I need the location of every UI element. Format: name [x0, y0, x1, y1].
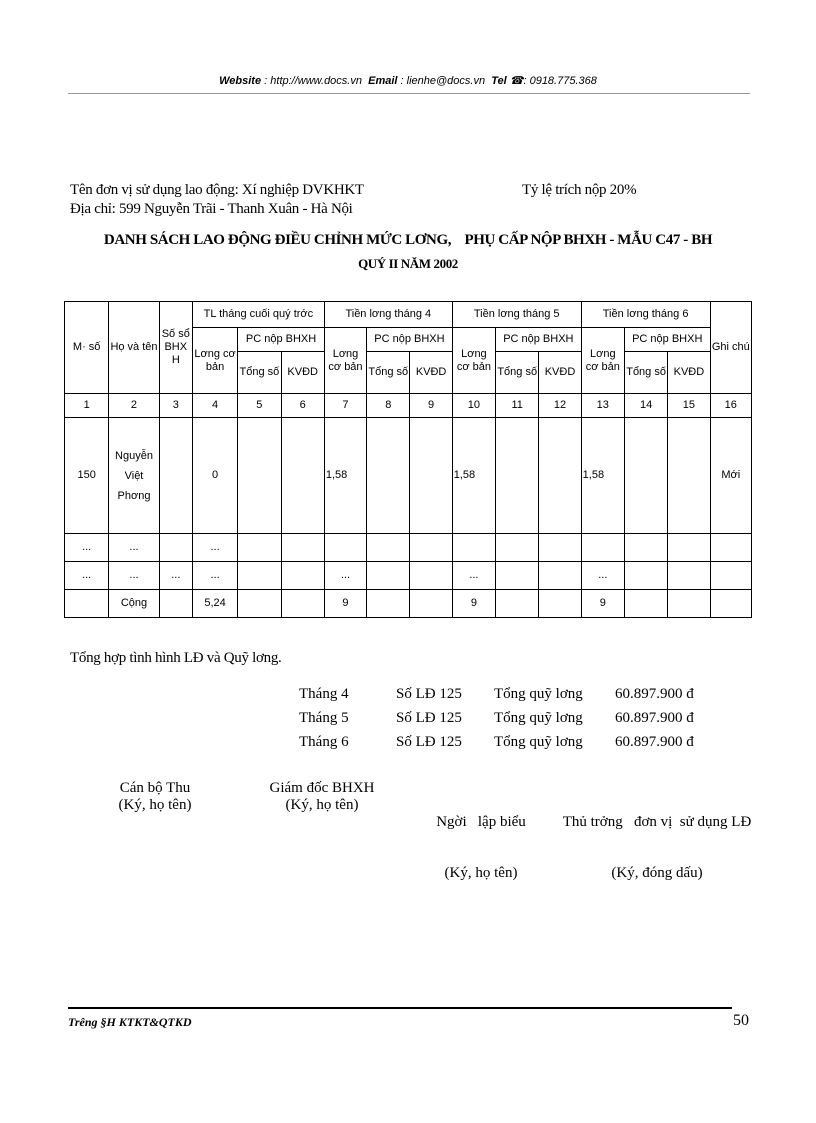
cell: 1,58 [452, 418, 495, 534]
col-num: 10 [452, 394, 495, 418]
cell [410, 534, 452, 562]
cell [367, 590, 410, 618]
col-num: 15 [668, 394, 710, 418]
cell [238, 534, 281, 562]
col-num: 6 [281, 394, 324, 418]
cell [710, 590, 751, 618]
signature-note: (Ký, đóng dấu) [611, 865, 703, 881]
header-kvdd: KVĐD [668, 352, 710, 394]
col-num: 12 [539, 394, 581, 418]
summary-label: Tổng quỹ lơng [494, 710, 583, 726]
cell: ... [452, 562, 495, 590]
cell: ... [109, 534, 159, 562]
header-tong: Tổng số [624, 352, 667, 394]
cell [539, 418, 581, 534]
summary-month: Tháng 4 [299, 686, 349, 702]
header-luong: Lơng cơ bản [324, 328, 366, 394]
col-num: 2 [109, 394, 159, 418]
summary-title: Tổng hợp tình hình LĐ và Quỹ lơng. [70, 650, 282, 666]
col-num: 9 [410, 394, 452, 418]
tel-label: Tel [491, 75, 507, 87]
unit-name: Tên đơn vị sử dụng lao động: Xí nghiệp DVKHKT [70, 182, 364, 198]
cell: 1,58 [581, 418, 624, 534]
total-row [65, 590, 752, 618]
col-num: 8 [367, 394, 410, 418]
header-kvdd: KVĐD [410, 352, 452, 394]
signature-role: Thủ trởng đơn vị sử dụng LĐ [562, 814, 752, 830]
header-luong: Lơng cơ bản [452, 328, 495, 394]
cell [668, 534, 710, 562]
header-pc: PC nộp BHXH [496, 328, 582, 352]
cell [367, 562, 410, 590]
footer-school: Trêng §H KTKT&QTKD [68, 1015, 192, 1029]
cell: 150 [65, 418, 109, 534]
cell: 5,24 [192, 590, 237, 618]
cell [452, 534, 495, 562]
col-num: 5 [238, 394, 281, 418]
summary-amount: 60.897.900 đ [615, 710, 694, 726]
cell [159, 590, 192, 618]
summary-count: Số LĐ 125 [396, 734, 462, 750]
cell: ... [192, 562, 237, 590]
header-kvdd: KVĐD [281, 352, 324, 394]
cell: 0 [192, 418, 237, 534]
col-num: 16 [710, 394, 751, 418]
website-label: Website [219, 75, 262, 87]
signature-note: (Ký, họ tên) [444, 865, 518, 881]
cell [238, 562, 281, 590]
col-num: 11 [496, 394, 539, 418]
signature-role: Giám đốc BHXH [269, 780, 375, 796]
signature-role: Cán bộ Thu [119, 780, 191, 796]
cell [238, 418, 281, 534]
email-value[interactable]: : lienhe@docs.vn [400, 75, 486, 87]
signature-block [252, 780, 392, 814]
website-header [0, 74, 816, 87]
cell [410, 562, 452, 590]
total-label: Cộng [109, 590, 159, 618]
header-pc: PC nộp BHXH [624, 328, 710, 352]
signature-block [416, 780, 546, 899]
website-url[interactable]: : http://www.docs.vn [264, 75, 362, 87]
header-luong: Lơng cơ bản [581, 328, 624, 394]
page-number: 50 [733, 1012, 749, 1029]
cell [539, 562, 581, 590]
unit-address: Địa chỉ: 599 Nguyễn Trãi - Thanh Xuân - Hà Nội [70, 201, 353, 217]
cell [367, 418, 410, 534]
signature-role: Ngời lập biểu [436, 814, 526, 830]
cell [281, 562, 324, 590]
summary-amount: 60.897.900 đ [615, 734, 694, 750]
cell [281, 418, 324, 534]
tel-value: ☎: 0918.775.368 [509, 75, 597, 87]
cell [367, 534, 410, 562]
header-month-4: Tiền lơng tháng 4 [324, 302, 452, 328]
summary-amount: 60.897.900 đ [615, 686, 694, 702]
col-num: 4 [192, 394, 237, 418]
cell [238, 590, 281, 618]
table-row [65, 418, 752, 534]
cell [624, 562, 667, 590]
cell: ... [581, 562, 624, 590]
header-tong: Tổng số [238, 352, 281, 394]
col-num: 1 [65, 394, 109, 418]
column-number-row [65, 394, 752, 418]
cell [159, 418, 192, 534]
cell: 9 [581, 590, 624, 618]
cell [496, 590, 539, 618]
cell [668, 418, 710, 534]
table-row [65, 562, 752, 590]
summary-month: Tháng 5 [299, 710, 349, 726]
cell [668, 562, 710, 590]
document-subtitle: QUÝ II NĂM 2002 [358, 256, 458, 271]
col-num: 14 [624, 394, 667, 418]
header-kvdd: KVĐD [539, 352, 581, 394]
header-tong: Tổng số [496, 352, 539, 394]
footer-divider [68, 1007, 732, 1009]
header-divider [68, 93, 750, 94]
signature-note: (Ký, họ tên) [285, 797, 359, 813]
cell [624, 418, 667, 534]
cell [159, 534, 192, 562]
summary-count: Số LĐ 125 [396, 710, 462, 726]
cell: ... [109, 562, 159, 590]
summary-label: Tổng quỹ lơng [494, 686, 583, 702]
labor-table [64, 301, 752, 618]
header-ms: M· số [65, 302, 109, 394]
cell [496, 562, 539, 590]
header-tong: Tổng số [367, 352, 410, 394]
header-pc: PC nộp BHXH [238, 328, 325, 352]
header-month-6: Tiền lơng tháng 6 [581, 302, 710, 328]
cell: 9 [452, 590, 495, 618]
header-tl-prev: TL tháng cuối quý trớc [192, 302, 324, 328]
document-title: DANH SÁCH LAO ĐỘNG ĐIỀU CHỈNH MỨC LƠNG, PHỤ CẤP NỘP BHXH - MẪU C47 - BH [103, 232, 713, 248]
cell [410, 590, 452, 618]
cell [668, 590, 710, 618]
summary-label: Tổng quỹ lơng [494, 734, 583, 750]
cell [65, 590, 109, 618]
cell: 9 [324, 590, 366, 618]
cell: ... [192, 534, 237, 562]
signature-note: (Ký, họ tên) [118, 797, 192, 813]
summary-count: Số LĐ 125 [396, 686, 462, 702]
cell [710, 534, 751, 562]
cell [624, 590, 667, 618]
header-luong: Lơng cơ bản [192, 328, 237, 394]
header-so-bhxh: Số sổ BHX H [159, 302, 192, 394]
col-num: 13 [581, 394, 624, 418]
email-label: Email [368, 75, 398, 87]
cell [281, 534, 324, 562]
cell [624, 534, 667, 562]
cell: ... [324, 562, 366, 590]
table-row [65, 534, 752, 562]
cell: Mới [710, 418, 751, 534]
cell [410, 418, 452, 534]
cell [324, 534, 366, 562]
cell: ... [65, 562, 109, 590]
cell: ... [159, 562, 192, 590]
header-pc: PC nộp BHXH [367, 328, 453, 352]
cell [539, 534, 581, 562]
col-num: 7 [324, 394, 366, 418]
header-month-5: Tiền lơng tháng 5 [452, 302, 581, 328]
cell [496, 534, 539, 562]
cell [539, 590, 581, 618]
signature-block [90, 780, 220, 814]
signature-block [562, 780, 752, 899]
cell: 1,58 [324, 418, 366, 534]
cell [496, 418, 539, 534]
contribution-rate: Tỷ lệ trích nộp 20% [522, 182, 637, 198]
header-note: Ghi chú [710, 302, 751, 394]
cell [581, 534, 624, 562]
col-num: 3 [159, 394, 192, 418]
summary-month: Tháng 6 [299, 734, 349, 750]
cell: Nguyễn Việt Phơng [109, 418, 159, 534]
cell [710, 562, 751, 590]
cell: ... [65, 534, 109, 562]
cell [281, 590, 324, 618]
header-name: Họ và tên [109, 302, 159, 394]
